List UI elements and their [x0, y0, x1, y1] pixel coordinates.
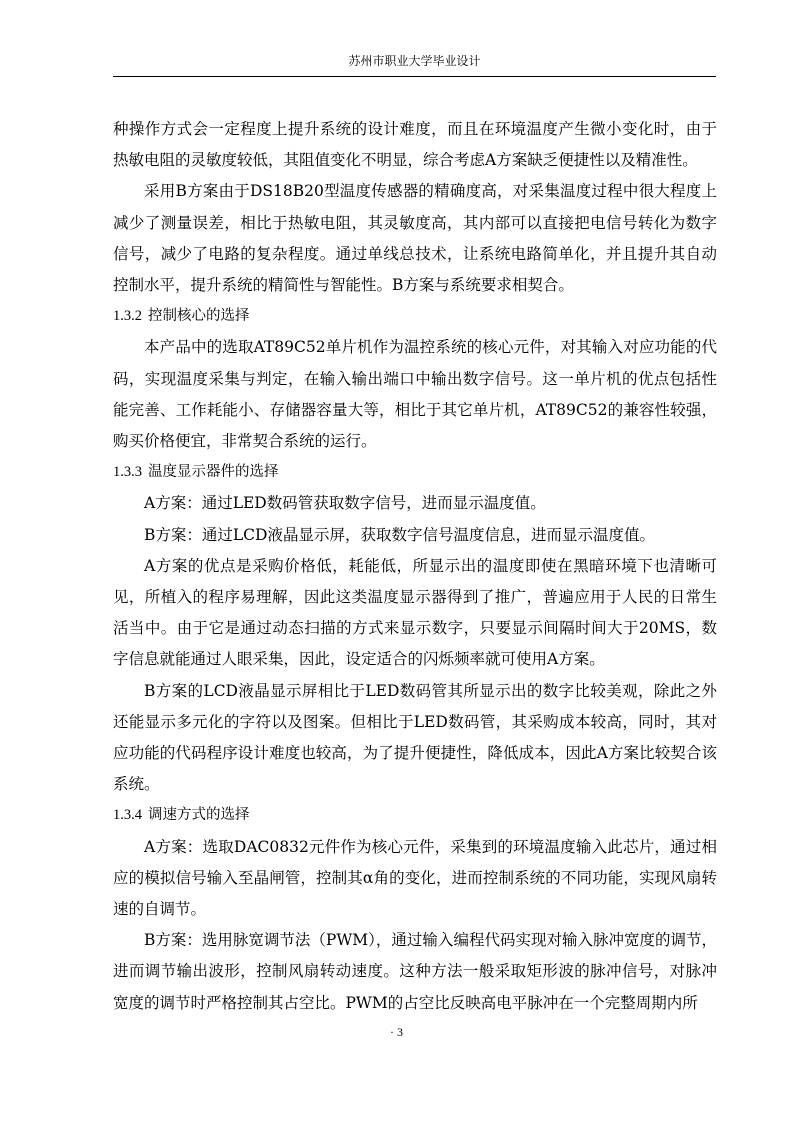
header-title: 苏州市职业大学毕业设计	[348, 54, 481, 68]
section-title: 温度显示器件的选择	[148, 464, 279, 481]
section-number: 1.3.4	[113, 807, 142, 824]
page-number: · 3	[390, 1025, 403, 1039]
document-body	[113, 114, 717, 1019]
paragraph: A方案的优点是采购价格低，耗能低，所显示出的温度即使在黑暗环境下也清晰可见，所植入的程序易理解，因此这类温度显示器得到了推广，普遍应用于人民的日常生活当中。由于它是通过动态扫描的方式来显示数字，只要显示间隔时间大于20MS，数字信息就能通过人眼采集，因此，设定适合的闪烁频率就可使用A方案。	[113, 556, 717, 669]
section-title: 调速方式的选择	[148, 807, 250, 824]
page-footer	[0, 1024, 793, 1040]
paragraph: A方案：选取DAC0832元件作为核心元件，采集到的环境温度输入此芯片，通过相应的模拟信号输入至晶闸管，控制其α角的变化，进而控制系统的不同功能，实现风扇转速的自调节。	[113, 837, 717, 919]
paragraph: 本产品中的选取AT89C52单片机作为温控系统的核心元件，对其输入对应功能的代码，实现温度采集与判定，在输入输出端口中输出数字信号。这一单片机的优点包括性能完善、工作耗能小、存储器容量大等，相比于其它单片机，AT89C52的兼容性较强，购买价格便宜，非常契合系统的运行。	[113, 338, 717, 451]
paragraph: A方案：通过LED数码管获取数字信号，进而显示温度值。	[144, 494, 546, 513]
paragraph: 种操作方式会一定程度上提升系统的设计难度，而且在环境温度产生微小变化时，由于热敏电阻的灵敏度较低，其阻值变化不明显，综合考虑A方案缺乏便捷性以及精准性。	[113, 120, 717, 170]
section-number: 1.3.2	[113, 308, 142, 325]
section-heading-1-3-2	[113, 301, 717, 332]
section-heading-1-3-4	[113, 800, 717, 831]
section-title: 控制核心的选择	[148, 308, 250, 325]
section-number: 1.3.3	[113, 464, 142, 481]
paragraph: B方案：选用脉宽调节法（PWM），通过输入编程代码实现对输入脉冲宽度的调节，进而调节输出波形，控制风扇转动速度。这种方法一般采取矩形波的脉冲信号，对脉冲宽度的调节时严格控制其占空比。PWM的占空比反映高电平脉冲在一个完整周期内所	[113, 931, 717, 1012]
section-heading-1-3-3	[113, 457, 717, 488]
paragraph: B方案的LCD液晶显示屏相比于LED数码管其所显示出的数字比较美观，除此之外还能显示多元化的字符以及图案。但相比于LED数码管，其采购成本较高，同时，其对应功能的代码程序设计难度也较高，为了提升便捷性，降低成本，因此A方案比较契合该系统。	[113, 681, 717, 794]
paragraph: 采用B方案由于DS18B20型温度传感器的精确度高，对采集温度过程中很大程度上减少了测量误差，相比于热敏电阻，其灵敏度高，其内部可以直接把电信号转化为数字信号，减少了电路的复杂程度。通过单线总技术，让系统电路简单化，并且提升其自动控制水平，提升系统的精简性与智能性。B方案与系统要求相契合。	[113, 182, 717, 295]
paragraph: B方案：通过LCD液晶显示屏，获取数字信号温度信息，进而显示温度值。	[144, 525, 655, 544]
page-header	[113, 52, 716, 77]
